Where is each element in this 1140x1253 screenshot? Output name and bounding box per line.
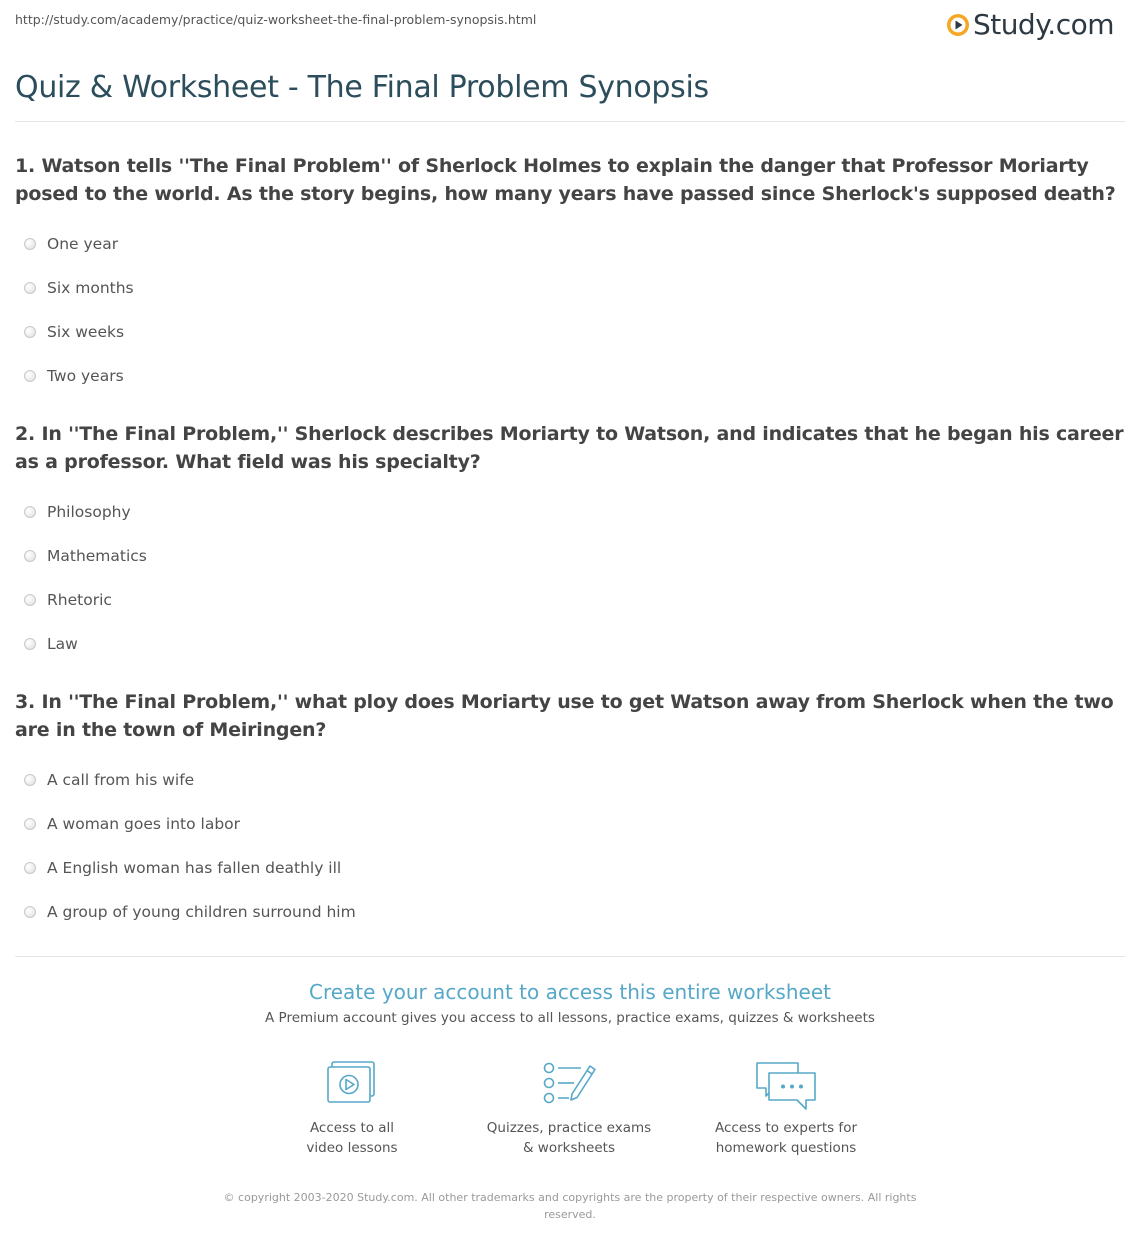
answer-label: Philosophy [47,503,131,521]
answer-option[interactable] [15,802,1125,846]
page-title: Quiz & Worksheet - The Final Problem Synopsis [15,70,709,105]
question-text: 1. Watson tells ''The Final Problem'' of Sherlock Holmes to explain the danger that Professor Moriarty posed to the world. As the story begins, how many years have passed since Sherlock's supposed death? [15,155,1116,205]
radio-button[interactable] [24,370,36,382]
answer-option[interactable] [15,354,1125,398]
answer-label: A group of young children surround him [47,903,356,921]
feature-quizzes [469,1060,669,1158]
radio-button[interactable] [24,550,36,562]
radio-button[interactable] [24,326,36,338]
page-url: http://study.com/academy/practice/quiz-worksheet-the-final-problem-synopsis.html [15,12,537,27]
question-3 [15,688,1125,934]
answer-label: Rhetoric [47,591,112,609]
answer-option[interactable] [15,578,1125,622]
feature-label-line: Access to experts for [714,1120,857,1136]
answer-options [15,758,1125,934]
answer-label: Six weeks [47,323,125,341]
answer-label: Mathematics [47,547,147,565]
feature-label-line: Quizzes, practice exams [486,1120,652,1136]
answer-option[interactable] [15,622,1125,666]
answer-option[interactable] [15,758,1125,802]
cta-title-link[interactable]: Create your account to access this entire worksheet [309,980,831,1004]
feature-label [469,1118,669,1158]
answer-label: A woman goes into labor [47,815,241,833]
answer-label: Two years [47,367,124,385]
feature-label-line: Access to all [309,1120,395,1136]
answer-label: A English woman has fallen deathly ill [47,859,342,877]
chat-bubbles-icon [754,1060,818,1112]
question-text: 2. In ''The Final Problem,'' Sherlock describes Moriarty to Watson, and indicates that he began his career as a professor. What field was his specialty? [15,423,1124,473]
radio-button[interactable] [24,506,36,518]
answer-option[interactable] [15,890,1125,934]
answer-option[interactable] [15,490,1125,534]
answer-option[interactable] [15,222,1125,266]
quiz-checklist-icon [541,1060,597,1106]
feature-label-line: video lessons [306,1140,398,1156]
feature-video-lessons [252,1060,452,1158]
answer-label: One year [47,235,119,253]
copyright-text: © copyright 2003-2020 Study.com. All other trademarks and copyrights are the property of their respective owners. All rights reserved. [223,1191,917,1221]
feature-experts [686,1060,886,1158]
study-logo[interactable] [946,8,1114,41]
radio-button[interactable] [24,238,36,250]
question-text: 3. In ''The Final Problem,'' what ploy does Moriarty use to get Watson away from Sherlock when the two are in the town of Meiringen? [15,691,1114,741]
radio-button[interactable] [24,594,36,606]
radio-button[interactable] [24,906,36,918]
question-2 [15,420,1125,666]
radio-button[interactable] [24,638,36,650]
answer-option[interactable] [15,846,1125,890]
title-divider [15,121,1125,122]
answer-option[interactable] [15,310,1125,354]
section-divider [15,956,1125,957]
radio-button[interactable] [24,774,36,786]
answer-option[interactable] [15,266,1125,310]
radio-button[interactable] [24,282,36,294]
radio-button[interactable] [24,862,36,874]
feature-label [686,1118,886,1158]
feature-label-line: & worksheets [522,1140,615,1156]
answer-label: Law [47,635,78,653]
answer-label: Six months [47,279,134,297]
cta-subtitle: A Premium account gives you access to all lessons, practice exams, quizzes & worksheets [265,1010,875,1026]
answer-label: A call from his wife [47,771,195,789]
feature-label-line: homework questions [715,1140,857,1156]
answer-options [15,490,1125,666]
answer-option[interactable] [15,534,1125,578]
study-play-logo-icon [946,13,970,37]
answer-options [15,222,1125,398]
feature-label [252,1118,452,1158]
question-1 [15,152,1125,398]
radio-button[interactable] [24,818,36,830]
logo-text: Study.com [972,8,1114,41]
video-lessons-icon [325,1060,379,1106]
